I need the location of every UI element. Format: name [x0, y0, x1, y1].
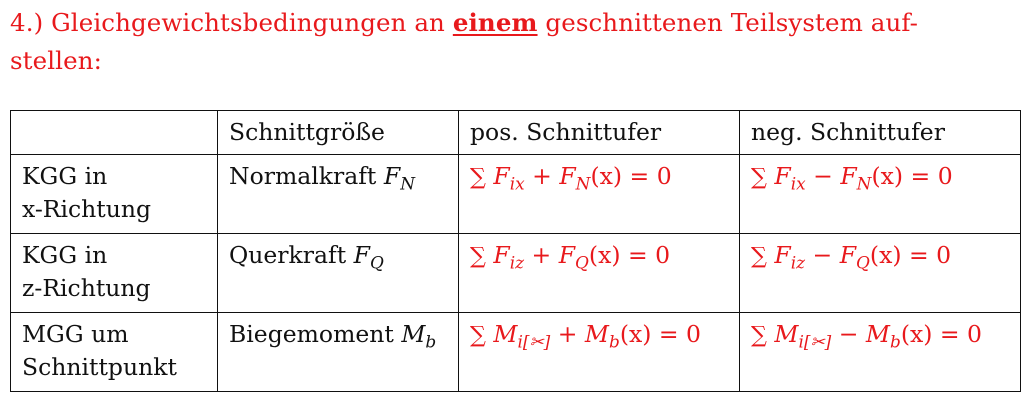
condition-cell	[11, 155, 218, 234]
function-symbol: F	[839, 241, 857, 269]
quantity-name: Querkraft	[229, 241, 347, 269]
neg-equation-cell	[740, 234, 1021, 313]
operator: −	[813, 162, 833, 190]
quantity-name: Normalkraft	[229, 162, 377, 190]
quantity-symbol: M	[401, 320, 426, 348]
quantity-subscript: N	[400, 173, 415, 194]
sum-term: M	[493, 320, 518, 348]
condition-line1: KGG in	[22, 162, 108, 190]
operator: +	[532, 162, 552, 190]
quantity-subscript: b	[425, 331, 437, 352]
operator: −	[812, 241, 833, 269]
sum-symbol: ∑	[470, 164, 486, 190]
sum-symbol: ∑	[751, 164, 767, 190]
table-header-row	[11, 111, 1021, 155]
sum-term: F	[493, 241, 510, 269]
sum-term-subscript: ix	[790, 173, 806, 194]
sum-term: F	[493, 162, 510, 190]
neg-equation-cell	[740, 155, 1021, 234]
condition-line2: z-Richtung	[22, 274, 151, 302]
sum-term: M	[774, 320, 799, 348]
function-subscript: N	[575, 173, 591, 194]
table-row	[11, 155, 1021, 234]
condition-line1: MGG um	[22, 320, 129, 348]
condition-cell	[11, 313, 218, 392]
condition-cell	[11, 234, 218, 313]
header-cell-empty	[11, 111, 218, 155]
function-subscript: b	[608, 331, 620, 352]
quantity-cell	[218, 313, 459, 392]
condition-line2: Schnittpunkt	[22, 353, 177, 381]
pos-equation-cell	[459, 234, 740, 313]
function-subscript: b	[889, 331, 901, 352]
function-subscript: Q	[575, 252, 589, 273]
function-argument: (x) = 0	[900, 320, 982, 348]
quantity-cell	[218, 155, 459, 234]
function-symbol: F	[840, 162, 857, 190]
operator: −	[838, 320, 859, 348]
table-row	[11, 313, 1021, 392]
sum-term-subscript: iz	[790, 252, 806, 273]
sum-term-subscript: i[✂]	[517, 331, 551, 352]
condition-line2: x-Richtung	[22, 195, 152, 223]
sum-term: F	[774, 241, 791, 269]
sum-symbol: ∑	[751, 322, 767, 348]
function-argument: (x) = 0	[869, 241, 952, 269]
quantity-subscript: Q	[369, 252, 384, 273]
sum-term: F	[774, 162, 791, 190]
heading-emphasis: einem	[452, 8, 538, 37]
table-row	[11, 234, 1021, 313]
heading-prefix: 4.) Gleichgewichtsbedingungen an	[10, 8, 453, 37]
sum-symbol: ∑	[470, 243, 486, 269]
sum-symbol: ∑	[751, 243, 767, 269]
operator: +	[531, 241, 552, 269]
function-argument: (x) = 0	[590, 162, 672, 190]
function-symbol: F	[558, 241, 576, 269]
function-symbol: M	[865, 320, 890, 348]
quantity-cell	[218, 234, 459, 313]
function-argument: (x) = 0	[588, 241, 671, 269]
heading-line2: stellen:	[10, 46, 102, 75]
function-argument: (x) = 0	[619, 320, 701, 348]
sum-term-subscript: iz	[509, 252, 525, 273]
sum-symbol: ∑	[470, 322, 486, 348]
pos-equation-cell	[459, 155, 740, 234]
header-cell-schnittgroesse: Schnittgröße	[218, 111, 459, 155]
sum-term-subscript: i[✂]	[798, 331, 832, 352]
quantity-name: Biegemoment	[229, 320, 394, 348]
operator: +	[557, 320, 578, 348]
pos-equation-cell	[459, 313, 740, 392]
section-heading	[10, 4, 1010, 80]
header-cell-pos-schnittufer: pos. Schnittufer	[459, 111, 740, 155]
function-argument: (x) = 0	[871, 162, 953, 190]
sum-term-subscript: ix	[509, 173, 525, 194]
quantity-symbol: F	[383, 162, 401, 190]
quantity-symbol: F	[353, 241, 370, 269]
function-subscript: Q	[856, 252, 870, 273]
function-symbol: F	[559, 162, 576, 190]
function-subscript: N	[856, 173, 872, 194]
header-cell-neg-schnittufer: neg. Schnittufer	[740, 111, 1021, 155]
equilibrium-table	[10, 110, 1021, 392]
condition-line1: KGG in	[22, 241, 108, 269]
function-symbol: M	[584, 320, 609, 348]
neg-equation-cell	[740, 313, 1021, 392]
heading-suffix: geschnittenen Teilsystem auf-	[537, 8, 919, 37]
